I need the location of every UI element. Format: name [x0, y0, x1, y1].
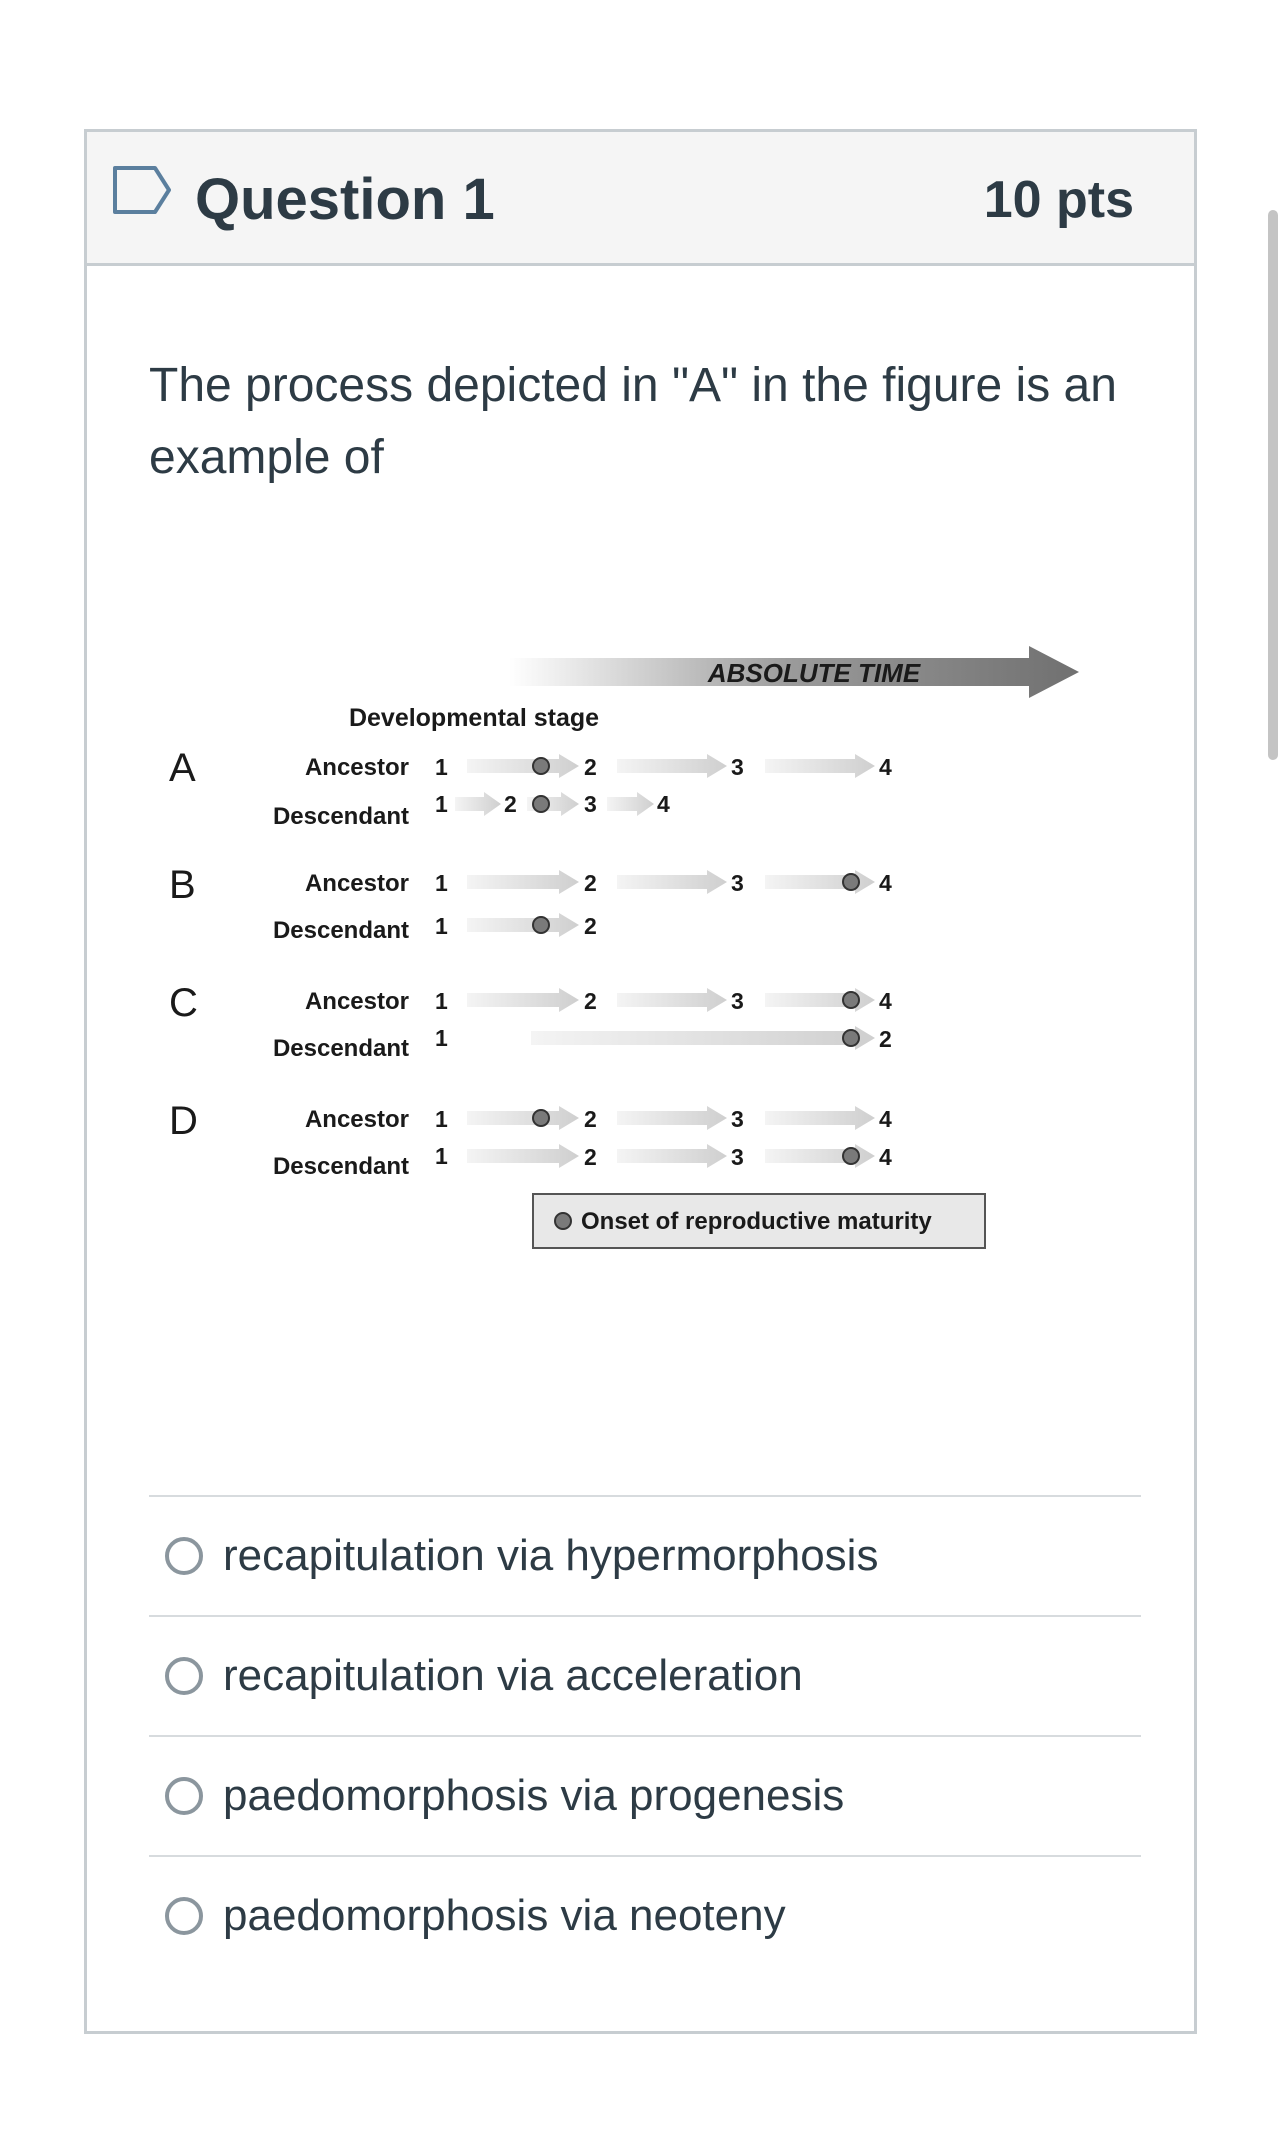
stage-label: 2 [584, 913, 597, 939]
stage-label: 3 [731, 754, 744, 780]
question-card [84, 129, 1197, 2034]
stage-arrow [467, 754, 579, 778]
stage-arrow [531, 1026, 875, 1050]
stage-label: 4 [879, 988, 892, 1014]
stage-label: 3 [731, 1144, 744, 1170]
radio-button[interactable] [165, 1777, 203, 1815]
stage-arrow [765, 754, 875, 778]
answer-option[interactable] [149, 1495, 1141, 1615]
radio-button[interactable] [165, 1657, 203, 1695]
panel-d [169, 1099, 892, 1180]
flag-icon[interactable] [111, 162, 175, 218]
answer-option[interactable] [149, 1735, 1141, 1855]
descendant-label: Descendant [272, 1153, 409, 1180]
panel-b [169, 863, 892, 944]
stage-arrow [467, 988, 579, 1012]
maturity-marker [533, 917, 549, 933]
stage-label: 2 [504, 791, 517, 817]
panel-letter: B [169, 863, 196, 907]
stage-arrow [617, 1144, 727, 1168]
stage-label: 4 [879, 1144, 892, 1170]
stage-label: 2 [584, 754, 597, 780]
descendant-label: Descendant [272, 917, 409, 944]
heterochrony-figure [169, 646, 1149, 1406]
question-title: Question 1 [195, 167, 495, 232]
answer-label[interactable]: paedomorphosis via neoteny [223, 1891, 786, 1940]
stage-arrow [765, 1106, 875, 1130]
stage-label: 3 [731, 1106, 744, 1132]
answer-label[interactable]: recapitulation via acceleration [223, 1651, 803, 1700]
scrollbar[interactable] [1268, 210, 1278, 760]
stage-arrow [467, 1144, 579, 1168]
stage-label: 1 [435, 1025, 448, 1051]
stage-label: 1 [435, 988, 448, 1014]
ancestor-label: Ancestor [304, 1106, 409, 1133]
answer-list [149, 1495, 1141, 1975]
absolute-time-label: ABSOLUTE TIME [707, 658, 921, 688]
descendant-label: Descendant [272, 803, 409, 830]
stage-label: 4 [879, 1106, 892, 1132]
stage-label: 2 [584, 988, 597, 1014]
stage-label: 3 [731, 870, 744, 896]
maturity-marker [843, 874, 859, 890]
stage-arrow [607, 792, 654, 816]
stage-label: 1 [435, 754, 448, 780]
answer-option[interactable] [149, 1855, 1141, 1975]
maturity-marker [533, 1110, 549, 1126]
stage-arrow [617, 870, 727, 894]
maturity-marker [555, 1213, 571, 1229]
panel-letter: C [169, 981, 198, 1025]
stage-arrow [617, 1106, 727, 1130]
question-header [87, 132, 1194, 266]
stage-arrow [455, 792, 501, 816]
legend-label: Onset of reproductive maturity [581, 1208, 932, 1235]
stage-label: 2 [584, 1106, 597, 1132]
stage-label: 1 [435, 791, 448, 817]
stage-label: 1 [435, 1143, 448, 1169]
stage-label: 4 [657, 791, 670, 817]
ancestor-label: Ancestor [304, 870, 409, 897]
legend-box [533, 1194, 985, 1248]
question-text: The process depicted in "A" in the figure is an example of [149, 359, 1117, 484]
stage-label: 2 [879, 1026, 892, 1052]
stage-label: 3 [731, 988, 744, 1014]
stage-label: 1 [435, 870, 448, 896]
radio-button[interactable] [165, 1537, 203, 1575]
stage-label: 1 [435, 1106, 448, 1132]
maturity-marker [533, 758, 549, 774]
answer-label[interactable]: paedomorphosis via progenesis [223, 1771, 845, 1820]
answer-label[interactable]: recapitulation via hypermorphosis [223, 1531, 879, 1580]
absolute-time-arrow [509, 646, 1079, 698]
stage-arrow [617, 754, 727, 778]
maturity-marker [843, 1030, 859, 1046]
stage-label: 2 [584, 870, 597, 896]
stage-label: 4 [879, 754, 892, 780]
stage-arrow [467, 913, 579, 937]
stage-arrow [467, 1106, 579, 1130]
answer-option[interactable] [149, 1615, 1141, 1735]
maturity-marker [843, 1148, 859, 1164]
ancestor-label: Ancestor [304, 754, 409, 781]
developmental-stage-header: Developmental stage [348, 704, 600, 732]
ancestor-label: Ancestor [304, 988, 409, 1015]
stage-label: 4 [879, 870, 892, 896]
descendant-label: Descendant [272, 1035, 409, 1062]
stage-label: 2 [584, 1144, 597, 1170]
stage-label: 3 [584, 791, 597, 817]
stage-arrow [617, 988, 727, 1012]
maturity-marker [843, 992, 859, 1008]
panel-letter: A [169, 746, 196, 790]
question-points: 10 pts [983, 171, 1134, 229]
maturity-marker [533, 796, 549, 812]
panel-letter: D [169, 1099, 198, 1143]
stage-arrow [467, 870, 579, 894]
radio-button[interactable] [165, 1897, 203, 1935]
panel-c [169, 981, 892, 1062]
panel-a [169, 746, 892, 830]
stage-label: 1 [435, 913, 448, 939]
